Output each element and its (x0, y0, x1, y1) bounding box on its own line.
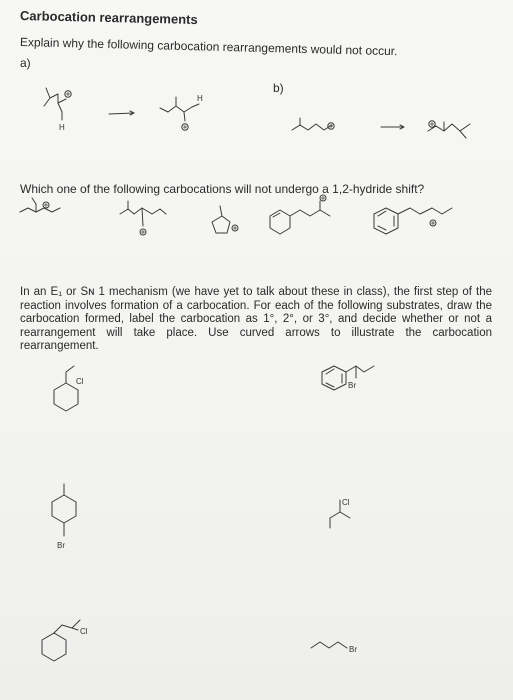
carbocation-option-4 (270, 195, 330, 234)
substrate-chloro-dimethylbutane (330, 498, 350, 528)
mechanism-instructions: In an E₁ or Sɴ 1 mechanism (we have yet to talk about these in class), the first step of the reaction involves formation of a carbocation. For each of the following substrates, draw the carbocation formed, label the carbocation as 1°, 2°, or 3°, and decide whether or not a rearrangement will take place. Use curved arrows to illustrate the carbocation rearrangement. (20, 286, 492, 353)
substrate-chloroethylcyclohexane (42, 620, 88, 661)
atom-cl-3: Cl (80, 627, 88, 636)
question-2-text: Which one of the following carbocations will not undergo a 1,2-hydride shift? (20, 182, 425, 196)
atom-br-3: Br (349, 645, 357, 654)
carbocation-option-2 (120, 201, 166, 235)
carbocation-option-1 (20, 198, 60, 212)
atom-cl-2: Cl (342, 498, 350, 507)
substrate-bromocyclohexane-methyl (52, 484, 76, 550)
carbocation-option-5 (374, 208, 452, 234)
atom-cl-1: Cl (76, 377, 84, 386)
part-a-label: a) (20, 56, 31, 70)
part-b-reactant-structure (292, 118, 334, 130)
part-b-product-structure (428, 121, 470, 138)
page-title: Carbocation rearrangements (19, 8, 198, 28)
part-a-reactant-structure (44, 88, 71, 132)
substrate-bromopentane (311, 642, 357, 654)
substrate-chloromethylcyclohexane (54, 366, 84, 411)
reaction-arrow-a (109, 111, 134, 115)
atom-h-a2: H (197, 94, 203, 103)
part-b-label: b) (273, 81, 284, 95)
part-a-product-structure (160, 94, 203, 130)
question-1-text: Explain why the following carbocation rearrangements would not occur. (19, 35, 398, 59)
substrate-phenylbromobutane (322, 366, 374, 390)
reaction-arrow-b (381, 125, 404, 129)
carbocation-option-3 (212, 206, 238, 233)
atom-br-2: Br (57, 541, 65, 550)
atom-h-a1: H (59, 123, 65, 132)
atom-br-1: Br (348, 381, 356, 390)
